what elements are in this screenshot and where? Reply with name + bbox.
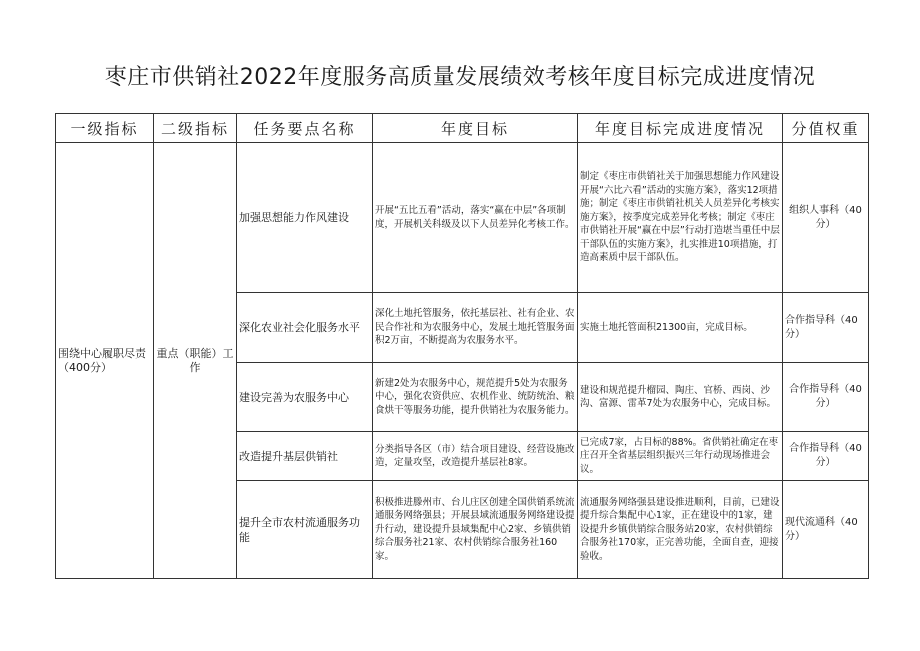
progress-cell: 实施土地托管面积21300亩，完成目标。 [578,293,783,363]
weight-cell: 合作指导科（40分） [783,363,869,432]
weight-cell: 合作指导科（40分） [783,293,869,363]
goal-cell: 积极推进滕州市、台儿庄区创建全国供销系统流通服务网络强县；开展县域流通服务网络建设提升行动，建设提升县域集配中心2家、乡镇供销综合服务社21家、农村供销综合服务社160家。 [373,481,578,579]
header-task: 任务要点名称 [237,114,373,143]
task-cell: 建设完善为农服务中心 [237,363,373,432]
goal-cell: 深化土地托管服务，依托基层社、社有企业、农民合作社和为农服务中心，发展土地托管服务面积2万亩，不断提高为农服务水平。 [373,293,578,363]
level1-cell: 围绕中心履职尽责（400分） [56,143,154,579]
header-level1: 一级指标 [56,114,154,143]
task-cell: 深化农业社会化服务水平 [237,293,373,363]
level2-cell: 重点（职能）工作 [154,143,237,579]
header-weight: 分值权重 [783,114,869,143]
task-cell: 提升全市农村流通服务功能 [237,481,373,579]
weight-cell: 合作指导科（40分） [783,432,869,481]
weight-cell: 现代流通科（40分） [783,481,869,579]
page-title: 枣庄市供销社2022年度服务高质量发展绩效考核年度目标完成进度情况 [104,65,816,90]
goal-cell: 分类指导各区（市）结合项目建设、经营设施改造，定量攻坚，改造提升基层社8家。 [373,432,578,481]
weight-cell: 组织人事科（40分） [783,143,869,293]
header-goal: 年度目标 [373,114,578,143]
task-cell: 加强思想能力作风建设 [237,143,373,293]
progress-cell: 制定《枣庄市供销社关于加强思想能力作风建设开展“六比六看”活动的实施方案》，落实12项措施；制定《枣庄市供销社机关人员差异化考核实施方案》，按季度完成差异化考核；制定《枣庄市供销社开展“赢在中层”行动打造堪当重任中层干部队伍的实施方案》，扎实推进10项措施，打造高素质中层干部队伍。 [578,143,783,293]
progress-cell: 建设和规范提升榴园、陶庄、官桥、西岗、沙沟、富源、雷革7处为农服务中心，完成目标。 [578,363,783,432]
header-level2: 二级指标 [154,114,237,143]
table-header-row [56,114,869,143]
goal-cell: 新建2处为农服务中心，规范提升5处为农服务中心，强化农资供应、农机作业、统防统治、粮食烘干等服务功能，提升供销社为农服务能力。 [373,363,578,432]
table-row [56,143,869,293]
task-cell: 改造提升基层供销社 [237,432,373,481]
progress-cell: 已完成7家，占目标的88%。省供销社确定在枣庄召开全省基层组织振兴三年行动现场推进会议。 [578,432,783,481]
header-progress: 年度目标完成进度情况 [578,114,783,143]
progress-cell: 流通服务网络强县建设推进顺利，目前，已建设提升综合集配中心1家，正在建设中的1家，建设提升乡镇供销综合服务站20家，农村供销综合服务社170家，正完善功能，全面自查，迎接验收。 [578,481,783,579]
goal-cell: 开展“五比五看”活动，落实“赢在中层”各项制度，开展机关科级及以下人员差异化考核工作。 [373,143,578,293]
progress-table [55,113,869,579]
